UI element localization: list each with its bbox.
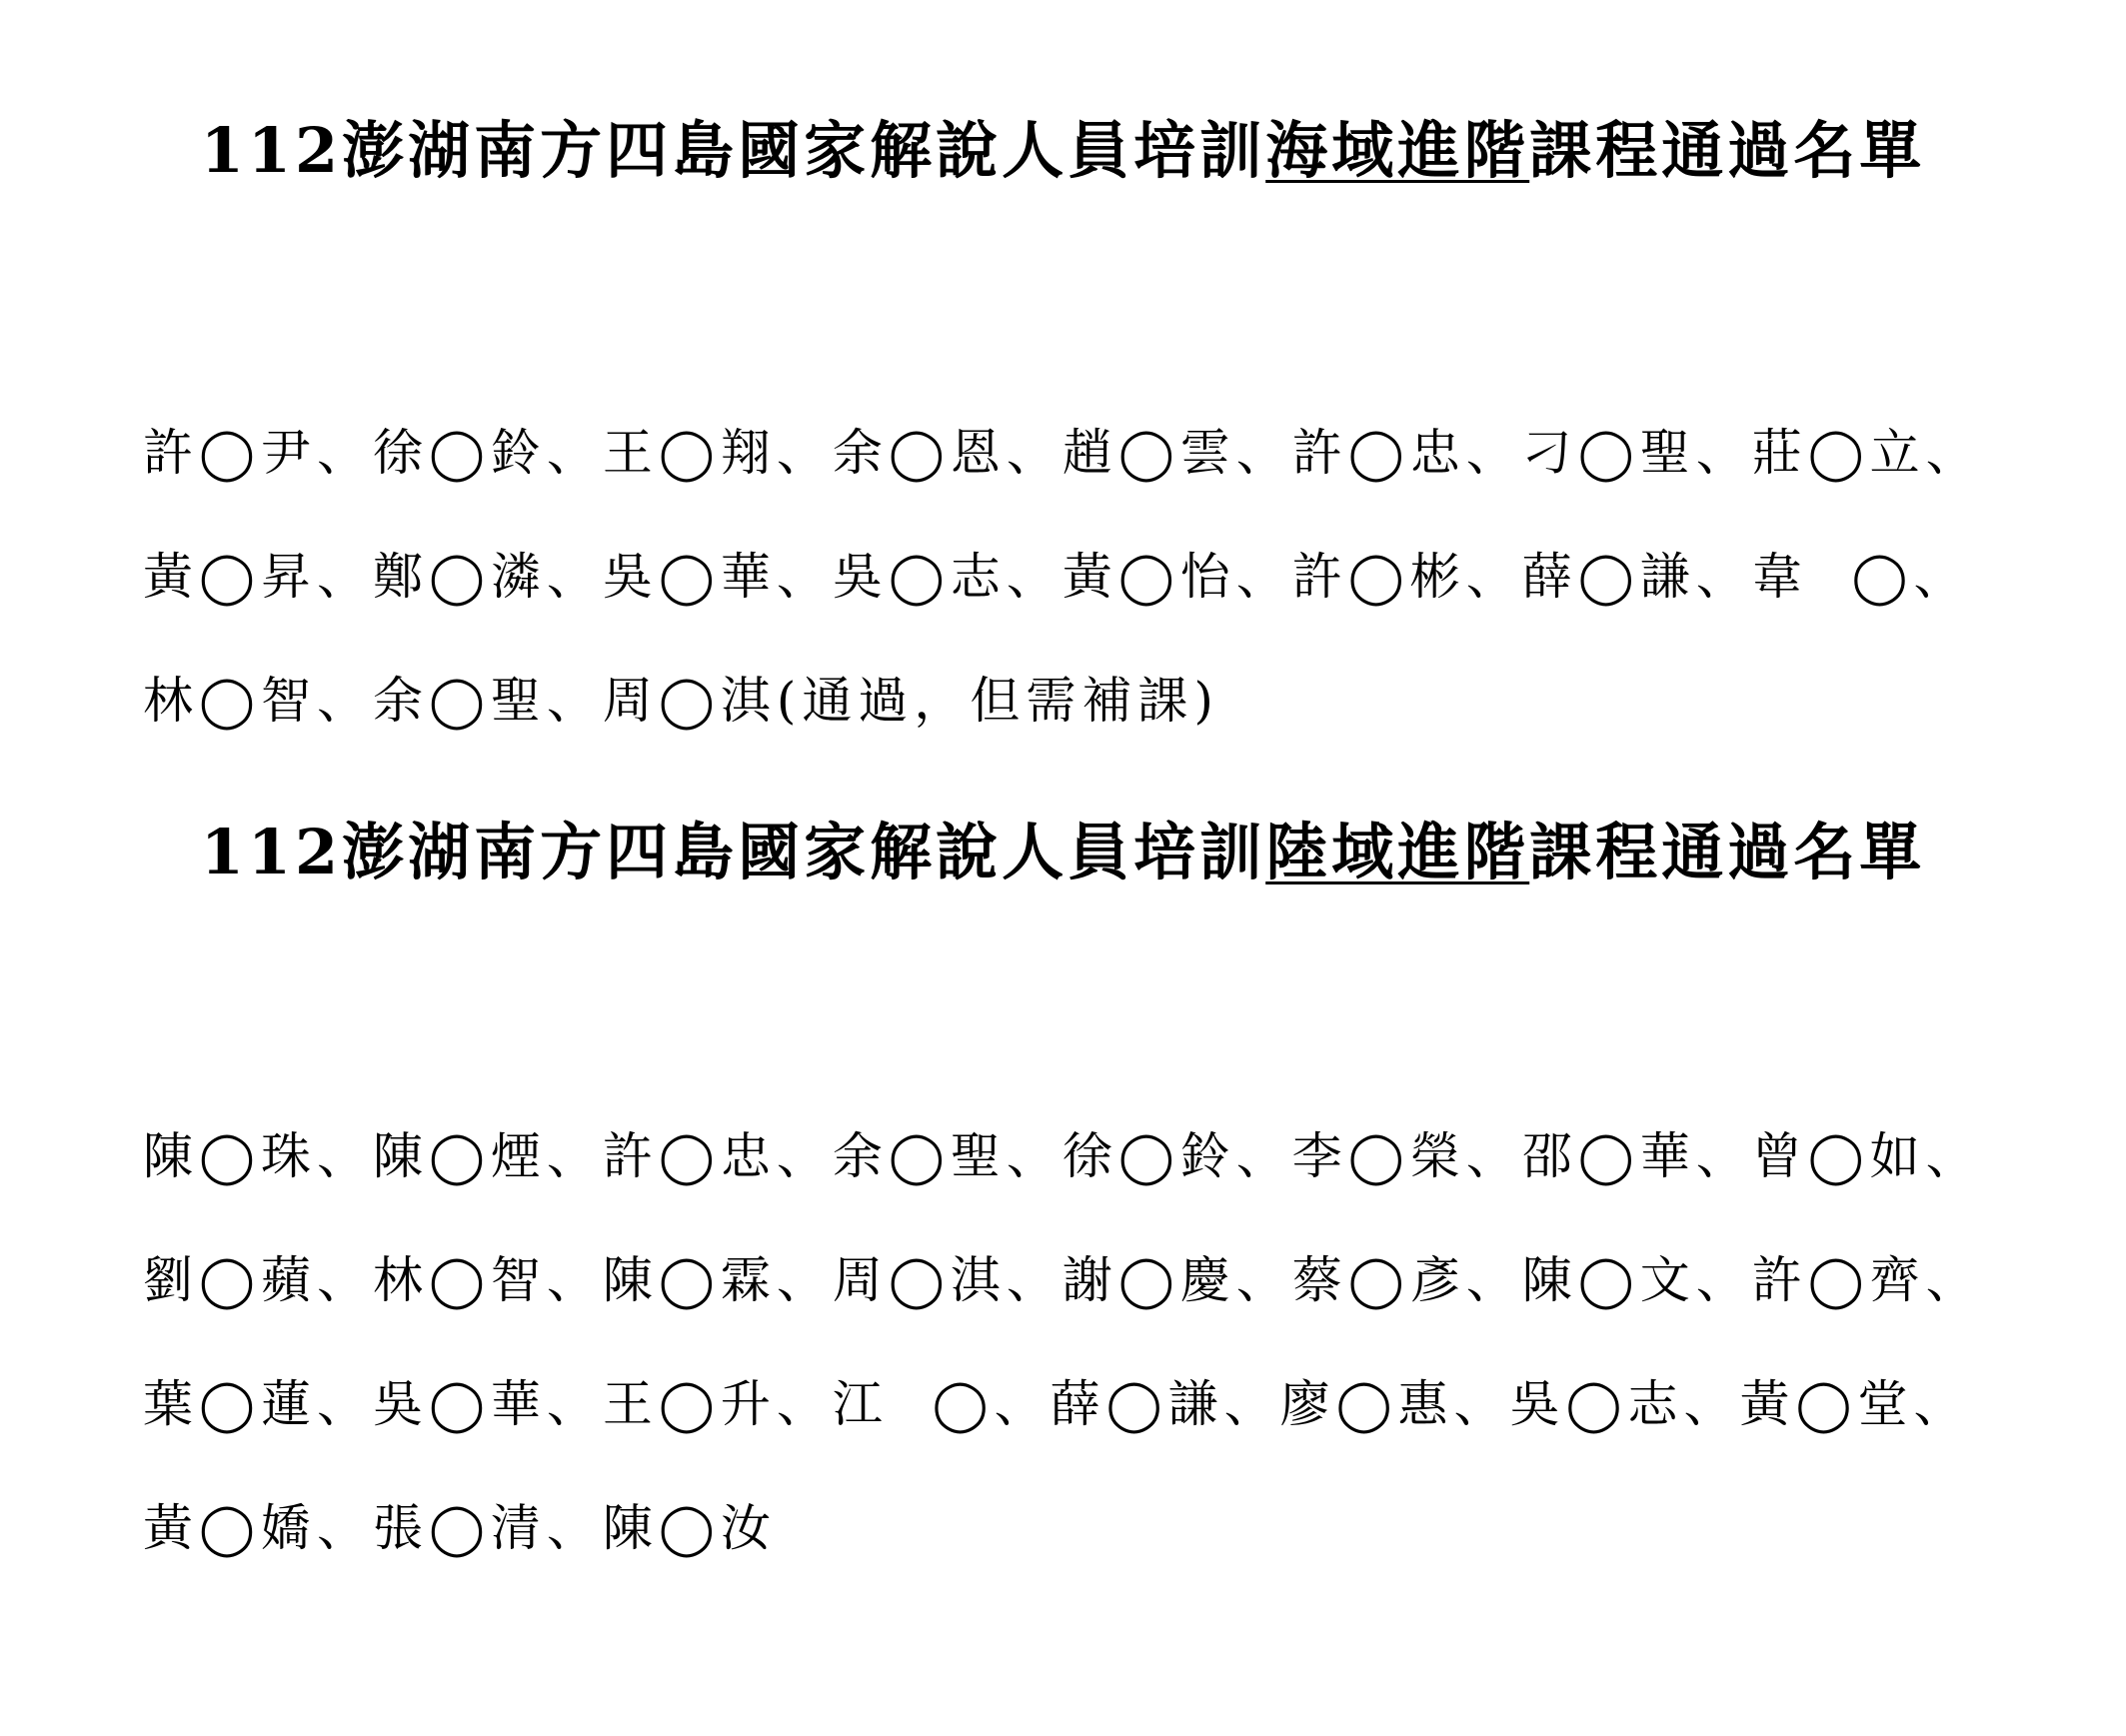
name-list-line: 陳◯珠、陳◯煙、許◯忠、余◯聖、徐◯鈴、李◯榮、邵◯華、曾◯如、 <box>143 1127 1982 1185</box>
heading-underlined: 陸域進階 <box>1265 816 1530 888</box>
section-heading-sea <box>0 114 2126 187</box>
section-heading-land <box>0 816 2126 888</box>
name-list-line: 黃◯嬌、張◯清、陳◯汝 <box>143 1499 777 1557</box>
heading-suffix: 課程通過名單 <box>1529 816 1926 888</box>
heading-prefix: 112澎湖南方四島國家解說人員培訓 <box>200 114 1266 187</box>
name-list-line: 林◯智、余◯聖、周◯淇(通過，但需補課) <box>143 672 1219 730</box>
heading-underlined: 海域進階 <box>1265 114 1530 187</box>
name-list-line: 劉◯蘋、林◯智、陳◯霖、周◯淇、謝◯慶、蔡◯彥、陳◯文、許◯齊、 <box>143 1251 1982 1309</box>
heading-prefix: 112澎湖南方四島國家解說人員培訓 <box>200 816 1266 888</box>
heading-suffix: 課程通過名單 <box>1529 114 1926 187</box>
name-list-line: 許◯尹、徐◯鈴、王◯翔、余◯恩、趙◯雲、許◯忠、刁◯聖、莊◯立、 <box>143 424 1982 482</box>
name-list-line: 黃◯昇、鄭◯潾、吳◯華、吳◯志、黃◯怡、許◯彬、薛◯謙、韋 ◯、 <box>143 548 1970 606</box>
name-list-line: 葉◯蓮、吳◯華、王◯升、江 ◯、薛◯謙、廖◯惠、吳◯志、黃◯堂、 <box>143 1375 1970 1433</box>
